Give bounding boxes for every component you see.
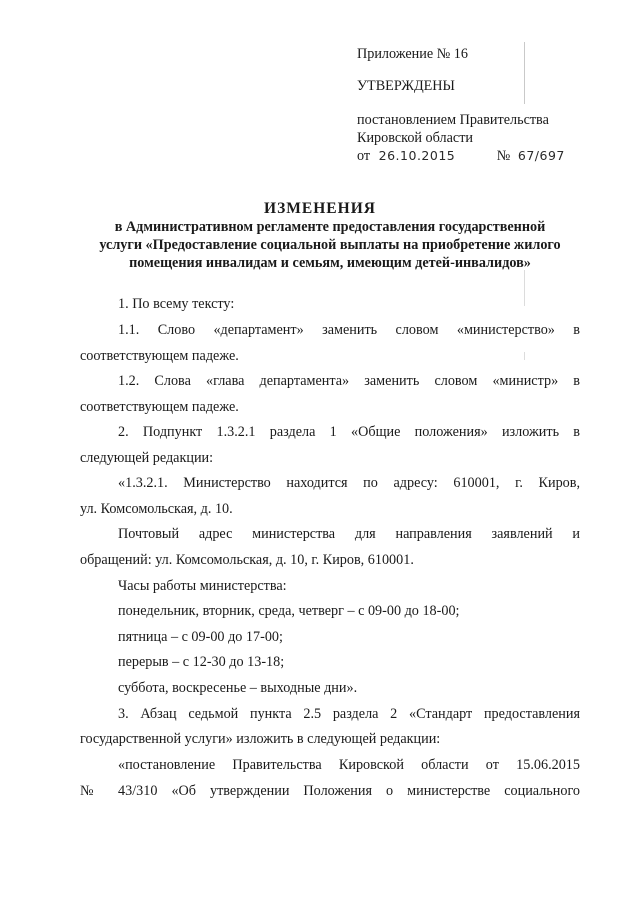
paragraph-line: Почтовый адрес министерства для направления заявлений и (118, 526, 580, 542)
paragraph-line: следующей редакции: (80, 450, 214, 466)
paragraph-line: 3. Абзац седьмой пункта 2.5 раздела 2 «Стандарт предоставления (118, 706, 580, 722)
paragraph-line: государственной услуги» изложить в следующей редакции: (80, 731, 441, 747)
paragraph-line: ул. Комсомольская, д. 10. (80, 501, 233, 517)
appendix-label: Приложение № 16 (357, 46, 468, 62)
handwritten-number: 67/697 (517, 148, 565, 163)
handwritten-date: 26.10.2015 (378, 148, 456, 163)
date-prefix: от (357, 148, 371, 164)
approved-label: УТВЕРЖДЕНЫ (357, 78, 455, 94)
paragraph-line: обращений: ул. Комсомольская, д. 10, г. Киров, 610001. (80, 552, 414, 568)
decree-line-1: постановлением Правительства (357, 112, 549, 128)
decree-line-2: Кировской области (357, 130, 473, 146)
paragraph-line: пятница – с 09-00 до 17-00; (118, 629, 283, 645)
scan-artifact (524, 42, 525, 104)
paragraph-line: понедельник, вторник, среда, четверг – с 09-00 до 18-00; (118, 603, 460, 619)
paragraph-line: 1.2. Слова «глава департамента» заменить словом «министр» в (118, 373, 580, 389)
paragraph-line: соответствующем падеже. (80, 348, 239, 364)
document-title: ИЗМЕНЕНИЯ (264, 200, 376, 217)
paragraph-line: 1.1. Слово «департамент» заменить словом «министерство» в (118, 322, 580, 338)
document-subtitle (80, 218, 580, 272)
paragraph-line: соответствующем падеже. (80, 399, 239, 415)
paragraph-line: «постановление Правительства Кировской области от 15.06.2015 (118, 757, 580, 773)
paragraph-line: суббота, воскресенье – выходные дни». (118, 680, 358, 696)
paragraph-line: 2. Подпункт 1.3.2.1 раздела 1 «Общие положения» изложить в (118, 424, 580, 440)
paragraph-line: «1.3.2.1. Министерство находится по адресу: 610001, г. Киров, (118, 475, 580, 491)
subtitle-line: услуги «Предоставление социальной выплаты на приобретение жилого (99, 237, 561, 253)
number-prefix: № (496, 148, 511, 164)
paragraph-line: 1. По всему тексту: (118, 296, 235, 312)
paragraph-line: перерыв – с 12-30 до 13-18; (118, 654, 285, 670)
paragraph-line: Часы работы министерства: (118, 578, 287, 594)
subtitle-line: в Административном регламенте предоставления государственной (114, 219, 546, 235)
paragraph-line: № 43/310 «Об утверждении Положения о министерстве социального (80, 783, 580, 799)
decree-date-line (357, 148, 565, 164)
subtitle-line: помещения инвалидам и семьям, имеющим детей-инвалидов» (129, 255, 531, 271)
